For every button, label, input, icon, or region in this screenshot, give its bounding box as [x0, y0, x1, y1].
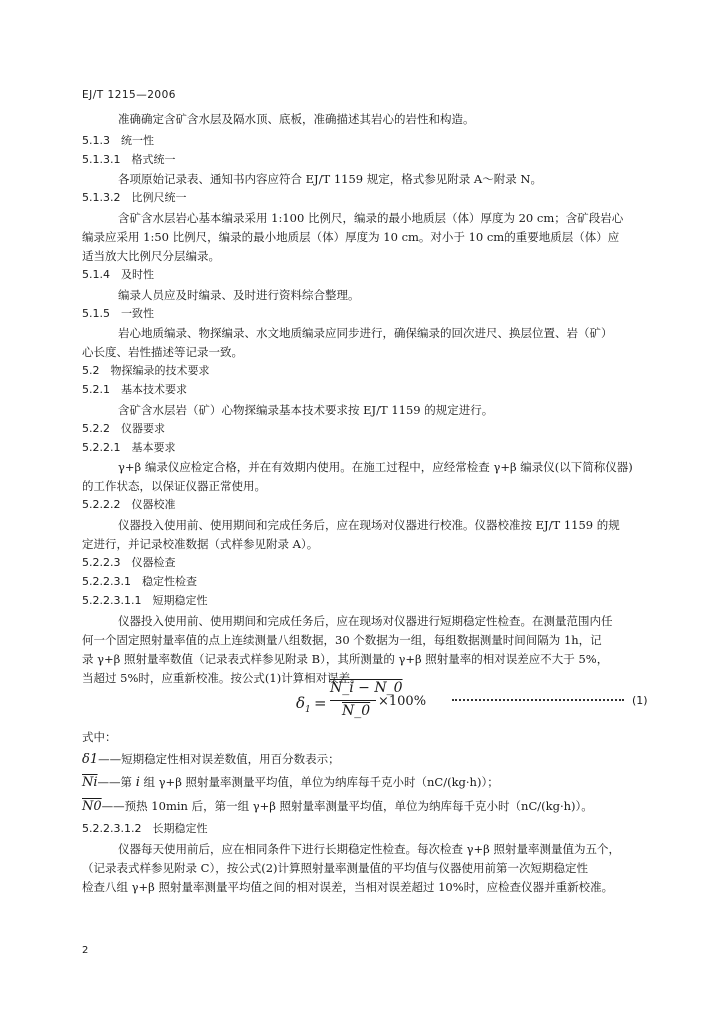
symbol-delta: δ1 — [82, 752, 99, 767]
formula-lhs: $\delta_1$ — [296, 694, 311, 715]
page-number: 2 — [82, 945, 89, 956]
section-heading: 5.2 物探编录的技术要求 — [82, 364, 210, 377]
section-heading: 5.2.1 基本技术要求 — [82, 383, 187, 396]
paragraph-line: 编录人员应及时编录、及时进行资料综合整理。 — [118, 288, 360, 302]
paragraph-line: 何一个固定照射量率值的点上连续测量八组数据，30 个数据为一组，每组数据测量时间间隔为 1h，记 — [82, 633, 602, 647]
formula-1 — [296, 680, 656, 722]
paragraph-line: 的工作状态，以保证仪器正常使用。 — [82, 479, 266, 493]
paragraph-line: 岩心地质编录、物探编录、水文地质编录应同步进行，确保编录的回次进尺、换层位置、岩（矿） — [118, 326, 613, 340]
symbol-n0: N0 — [82, 799, 102, 814]
definition-n0: N0——预热 10min 后，第一组 γ+β 照射量率测量平均值，单位为纳库每千克小时（nC/(kg·h)）。 — [82, 799, 593, 814]
section-heading: 5.1.3 统一性 — [82, 134, 154, 147]
paragraph-line: 当超过 5%时，应重新校准。按公式(1)计算相对误差。 — [82, 671, 362, 685]
section-heading: 5.1.3.1 格式统一 — [82, 153, 176, 166]
section-heading: 5.2.2.3 仪器检查 — [82, 556, 176, 569]
paragraph-line: 仪器投入使用前、使用期间和完成任务后，应在现场对仪器进行短期稳定性检查。在测量范围内任 — [118, 614, 613, 628]
leader-dots — [452, 699, 624, 701]
paragraph-line: 录 γ+β 照射量率数值（记录表式样参见附录 B），其所测量的 γ+β 照射量率的相对误差应不大于 5%， — [82, 652, 609, 666]
where-label: 式中： — [82, 730, 117, 744]
section-heading: 5.1.5 一致性 — [82, 307, 154, 320]
definition-delta: δ1——短期稳定性相对误差数值，用百分数表示； — [82, 752, 340, 767]
section-heading: 5.2.2.3.1.1 短期稳定性 — [82, 594, 208, 607]
paragraph-line: 准确确定含矿含水层及隔水顶、底板，准确描述其岩心的岩性和构造。 — [118, 112, 475, 126]
paragraph-line: γ+β 编录仪应检定合格，并在有效期内使用。在施工过程中，应经常检查 γ+β 编录仪(以下简称仪器) — [118, 460, 633, 474]
section-heading: 5.2.2.2 仪器校准 — [82, 498, 176, 511]
paragraph-line: 含矿含水层岩心基本编录采用 1:100 比例尺，编录的最小地质层（体）厚度为 20 cm；含矿段岩心 — [118, 211, 624, 225]
paragraph-line: （记录表式样参见附录 C），按公式(2)计算照射量率测量值的平均值与仪器使用前第一次短期稳定性 — [82, 861, 588, 875]
paragraph-line: 含矿含水层岩（矿）心物探编录基本技术要求按 EJ/T 1159 的规定进行。 — [118, 403, 494, 417]
paragraph-line: 适当放大比例尺分层编录。 — [82, 249, 220, 263]
formula-multiplier: ×100% — [378, 694, 427, 709]
section-heading: 5.2.2.1 基本要求 — [82, 441, 176, 454]
definition-ni: $\overline{Ni}——$第 i 组 γ+β 照射量率测量平均值，单位为纳库每千克小时（nC/(kg·h)）； — [82, 775, 499, 790]
paragraph-line: 心长度、岩性描述等记录一致。 — [82, 345, 243, 359]
symbol-ni: $\overline{Ni}$ — [82, 775, 98, 790]
paragraph-line: 检查八组 γ+β 照射量率测量平均值之间的相对误差，当相对误差超过 10%时，应检查仪器并重新校准。 — [82, 880, 614, 894]
section-heading: 5.1.4 及时性 — [82, 268, 154, 281]
section-heading: 5.2.2.3.1 稳定性检查 — [82, 575, 197, 588]
paragraph-line: 定进行，并记录校准数据（式样参见附录 A）。 — [82, 537, 319, 551]
section-heading: 5.2.2.3.1.2 长期稳定性 — [82, 822, 208, 835]
fraction-bar — [330, 700, 376, 701]
formula-numerator: N_i − N_0 — [330, 680, 403, 696]
formula-equals: = — [314, 694, 327, 712]
paragraph-line: 仪器投入使用前、使用期间和完成任务后，应在现场对仪器进行校准。仪器校准按 EJ/T 1159 的规 — [118, 518, 620, 532]
section-heading: 5.2.2 仪器要求 — [82, 422, 165, 435]
paragraph-line: 各项原始记录表、通知书内容应符合 EJ/T 1159 规定，格式参见附录 A～附录 N。 — [118, 172, 542, 186]
symbol-i: i — [135, 775, 140, 790]
paragraph-line: 仪器每天使用前后，应在相同条件下进行长期稳定性检查。每次检查 γ+β 照射量率测量值为五个， — [118, 842, 620, 856]
formula-number: (1) — [632, 694, 648, 707]
formula-denominator: N_0 — [342, 703, 371, 719]
section-heading: 5.1.3.2 比例尺统一 — [82, 191, 187, 204]
document-code: EJ/T 1215—2006 — [82, 89, 176, 101]
paragraph-line: 编录应采用 1:50 比例尺，编录的最小地质层（体）厚度为 10 cm。对小于 10 cm的重要地质层（体）应 — [82, 230, 620, 244]
